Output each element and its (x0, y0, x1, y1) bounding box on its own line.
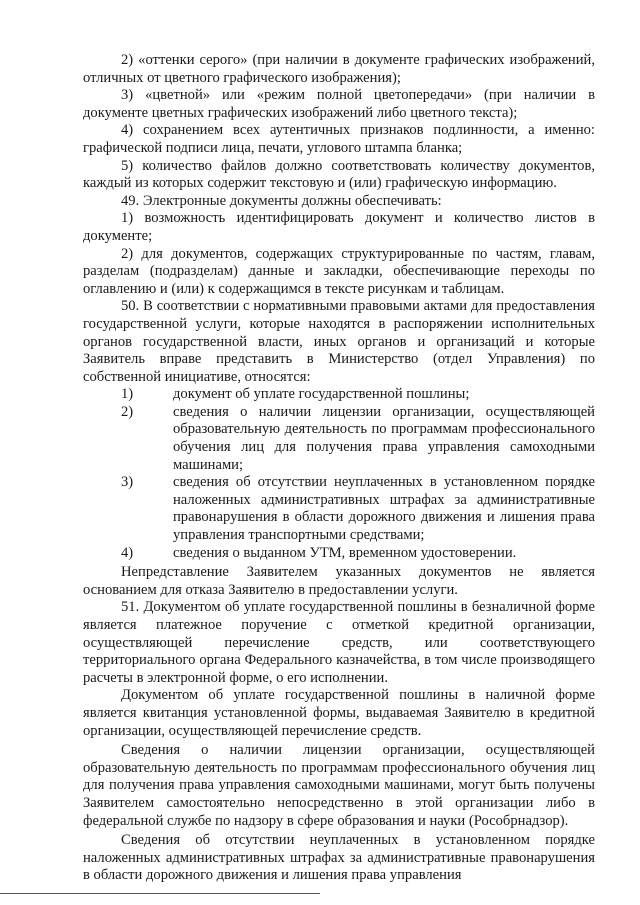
paragraph-fines-info: Сведения об отсутствии неуплаченных в установленном порядке наложенных административных штрафах за административные правонарушения в области дорожного движения и лишения права управления (83, 832, 595, 884)
list-item-text: сведения о выданном УТМ, временном удостоверении. (173, 544, 517, 561)
paragraph-50: 50. В соответствии с нормативными правовыми актами для предоставления государственной услуги, которые находятся в распоряжении исполнительных органов государственной власти, иных органов и организаций и которые Заявитель вправе представить в Министерство (отдел Управления) по собственной инициативе, относятся: (83, 298, 595, 385)
list-item-number: 1) (121, 386, 134, 403)
bottom-rule (0, 893, 320, 894)
paragraph-49-item-1: 1) возможность идентифицировать документ и количество листов в документе; (83, 210, 595, 244)
list-item-text: документ об уплате государственной пошлины; (173, 386, 470, 403)
paragraph-license-info: Сведения о наличии лицензии организации, осуществляющей образовательную деятельность по программам профессионального обучения лиц для получения права управления самоходными машинами, могут быть получены Заявителем самостоятельно непосредственно в этой организации либо в федеральной службе по надзору в сфере образования и науки (Рособрнадзор). (83, 742, 595, 829)
list-item-number: 2) (121, 403, 134, 420)
list-item-number: 4) (121, 544, 134, 561)
paragraph-not-grounds: Непредставление Заявителем указанных документов не является основанием для отказа Заявителю в предоставлении услуги. (83, 564, 595, 598)
list-item (83, 404, 595, 474)
paragraph-49-item-2: 2) для документов, содержащих структурированные по частям, главам, разделам (подразделам) данные и закладки, обеспечивающие переходы по оглавлению и (или) к содержащимся в тексте рисункам и таблицам. (83, 245, 595, 297)
paragraph-authenticity: 4) сохранением всех аутентичных признаков подлинности, а именно: графической подписи лица, печати, углового штампа бланка; (83, 122, 595, 156)
paragraph-color: 3) «цветной» или «режим полной цветопередачи» (при наличии в документе цветных графических изображений либо цветного текста); (83, 87, 595, 121)
list-item-text: сведения об отсутствии неуплаченных в установленном порядке наложенных административных штрафах за административные правонарушения в области дорожного движения и лишения права управления транспортными средствами; (173, 474, 595, 544)
paragraph-49: 49. Электронные документы должны обеспечивать: (121, 192, 442, 209)
list-item-number: 3) (121, 474, 134, 491)
paragraph-grayscale: 2) «оттенки серого» (при наличии в документе графических изображений, отличных от цветного графического изображения); (83, 52, 595, 86)
list-item-text: сведения о наличии лицензии организации, осуществляющей образовательную деятельность по программам профессионального обучения лиц для получения права управления самоходными машинами; (173, 403, 595, 473)
paragraph-file-count: 5) количество файлов должно соответствовать количеству документов, каждый из которых содержит текстовую и (или) графическую информацию. (83, 157, 595, 192)
paragraph-cash-payment: Документом об уплате государственной пошлины в наличной форме является квитанция установленной формы, выдаваемая Заявителю в кредитной организации, осуществляющей перечисление средств. (83, 687, 595, 739)
list-item (83, 474, 595, 544)
list-item (83, 386, 595, 404)
list-item (83, 545, 595, 563)
paragraph-51: 51. Документом об уплате государственной пошлины в безналичной форме является платежное поручение с отметкой кредитной организации, осуществляющей перечисление средств, или соответствующего территориального органа Федерального казначейства, в том числе производящего расчеты в электронной форме, о его исполнении. (83, 599, 595, 686)
document-page (83, 52, 595, 885)
